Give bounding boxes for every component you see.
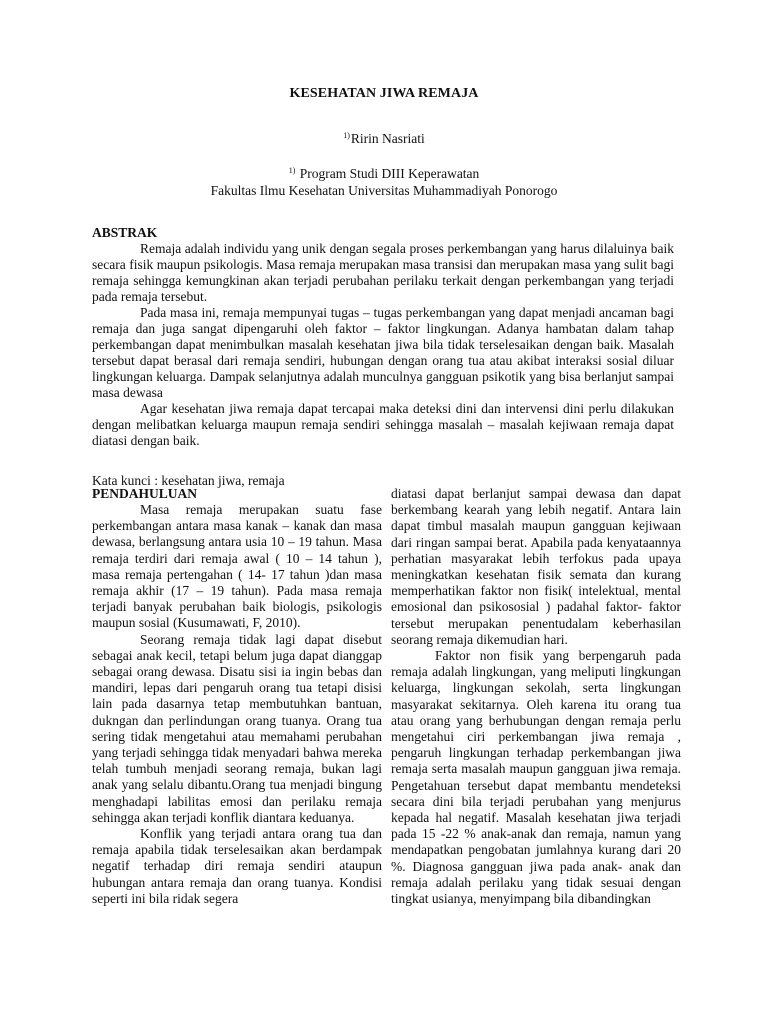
affiliation-program <box>0 163 768 183</box>
intro-paragraph: Faktor non fisik yang berpengaruh pada remaja adalah lingkungan, yang meliputi lingkungan keluarga, lingkungan sekolah, serta lingkungan masyarakat sekitarnya. Oleh karena itu orang tua atau orang yang berhubungan dengan remaja perlu mengetahui ciri perkembangan jiwa remaja , pengaruh lingkungan terhadap perkembangan jiwa remaja serta masalah maupun gangguan jiwa remaja. Pengetahuan tersebut dapat membantu mendeteksi secara dini bila terjadi perubahan yang menjurus kepada hal negatif. Masalah kesehatan jiwa terjadi pada 15 -22 % anak-anak dan remaja, namun yang mendapatkan pengobatan jumlahnya kurang dari 20 %. Diagnosa gangguan jiwa pada anak- anak dan remaja adalah perilaku yang tidak sesuai dengan tingkat usianya, menyimpang bila dibandingkan <box>391 648 681 907</box>
affiliation <box>0 163 768 199</box>
affiliation-faculty: Fakultas Ilmu Kesehatan Universitas Muhammadiyah Ponorogo <box>210 182 558 198</box>
affiliation-program-text: Program Studi DIII Keperawatan <box>299 166 480 181</box>
intro-left-column <box>92 486 382 907</box>
intro-paragraph-continued: diatasi dapat berlanjut sampai dewasa dan dapat berkembang kearah yang lebih negatif. Antara lain dapat timbul masalah maupun gangguan kejiwaan dari ringan sampai berat. Apabila pada kenyataannya perhatian masyarakat lebih terfokus pada upaya meningkatkan kesehatan fisik semata dan kurang memperhatikan faktor non fisik( intelektual, mental emosional dan psikososial ) padahal faktor- faktor tersebut merupakan penentudalam keberhasilan seorang remaja dikemudian hari. <box>391 486 681 647</box>
affiliation-superscript: 1) <box>288 166 296 175</box>
author-name: Ririn Nasriati <box>350 131 425 146</box>
abstract-heading: ABSTRAK <box>92 225 158 240</box>
abstract-paragraph: Pada masa ini, remaja mempunyai tugas – tugas perkembangan yang dapat menjadi ancaman bagi remaja dan juga sangat dipengaruhi oleh faktor – faktor lingkungan. Adanya hambatan dalam tahap perkembangan dapat menimbulkan masalah kesehatan jiwa bila tidak terselesaikan dengan baik. Masalah tersebut dapat berasal dari remaja sendiri, hubungan dengan orang tua atau akibat interaksi sosial diluar lingkungan keluarga. Dampak selanjutnya adalah munculnya gangguan psikotik yang bisa berlanjut sampai masa dewasa <box>92 305 674 400</box>
abstract-paragraph: Remaja adalah individu yang unik dengan segala proses perkembangan yang harus dilaluinya baik secara fisik maupun psikologis. Masa remaja merupakan masa transisi dan merupakan masa yang sulit bagi remaja sehingga kemungkinan akan terjadi perubahan perilaku terkait dengan perkembangan yang terjadi pada remaja tersebut. <box>92 241 674 304</box>
intro-heading: PENDAHULUAN <box>92 486 198 501</box>
author-line <box>0 131 768 147</box>
intro-paragraph: Masa remaja merupakan suatu fase perkembangan antara masa kanak – kanak dan masa dewasa, berlangsung antara usia 10 – 19 tahun. Masa remaja terdiri dari remaja awal ( 10 – 14 tahun ), masa remaja pertengahan ( 14- 17 tahun )dan masa remaja akhir (17 – 19 tahun). Pada masa remaja terjadi banyak perubahan baik biologis, psikologis maupun sosial (Kusumawati, F, 2010). <box>92 502 382 631</box>
intro-paragraph: Konflik yang terjadi antara orang tua dan remaja apabila tidak terselesaikan akan berdampak negatif terhadap diri remaja sendiri ataupun hubungan antara remaja dan orang tuanya. Kondisi seperti ini bila ridak segera <box>92 826 382 906</box>
keywords: Kata kunci : kesehatan jiwa, remaja <box>92 473 285 488</box>
intro-right-column <box>391 486 681 907</box>
author-superscript: 1) <box>343 131 350 140</box>
intro-paragraph: Seorang remaja tidak lagi dapat disebut sebagai anak kecil, tetapi belum juga dapat dianggap sebagai orang dewasa. Disatu sisi ia ingin bebas dan mandiri, lepas dari pengaruh orang tua tetapi disisi lain pada dasarnya tetap membutuhkan bantuan, dukngan dan perlindungan orang tuanya. Orang tua sering tidak mengetahui atau memahami perubahan yang terjadi sehingga tidak menyadari bahwa mereka telah tumbuh menjadi seorang remaja, bukan lagi anak yang selalu dibantu.Orang tua menjadi bingung menghadapi labilitas emosi dan perilaku remaja sehingga akan terjadi konflik diantara keduanya. <box>92 631 382 825</box>
paper-title: KESEHATAN JIWA REMAJA <box>289 86 479 101</box>
abstract-paragraph: Agar kesehatan jiwa remaja dapat tercapai maka deteksi dini dan intervensi dini perlu dilakukan dengan melibatkan keluarga maupun remaja sendiri sehingga masalah – masalah kejiwaan remaja dapat diatasi dengan baik. <box>92 401 674 448</box>
abstract-section <box>92 225 674 489</box>
